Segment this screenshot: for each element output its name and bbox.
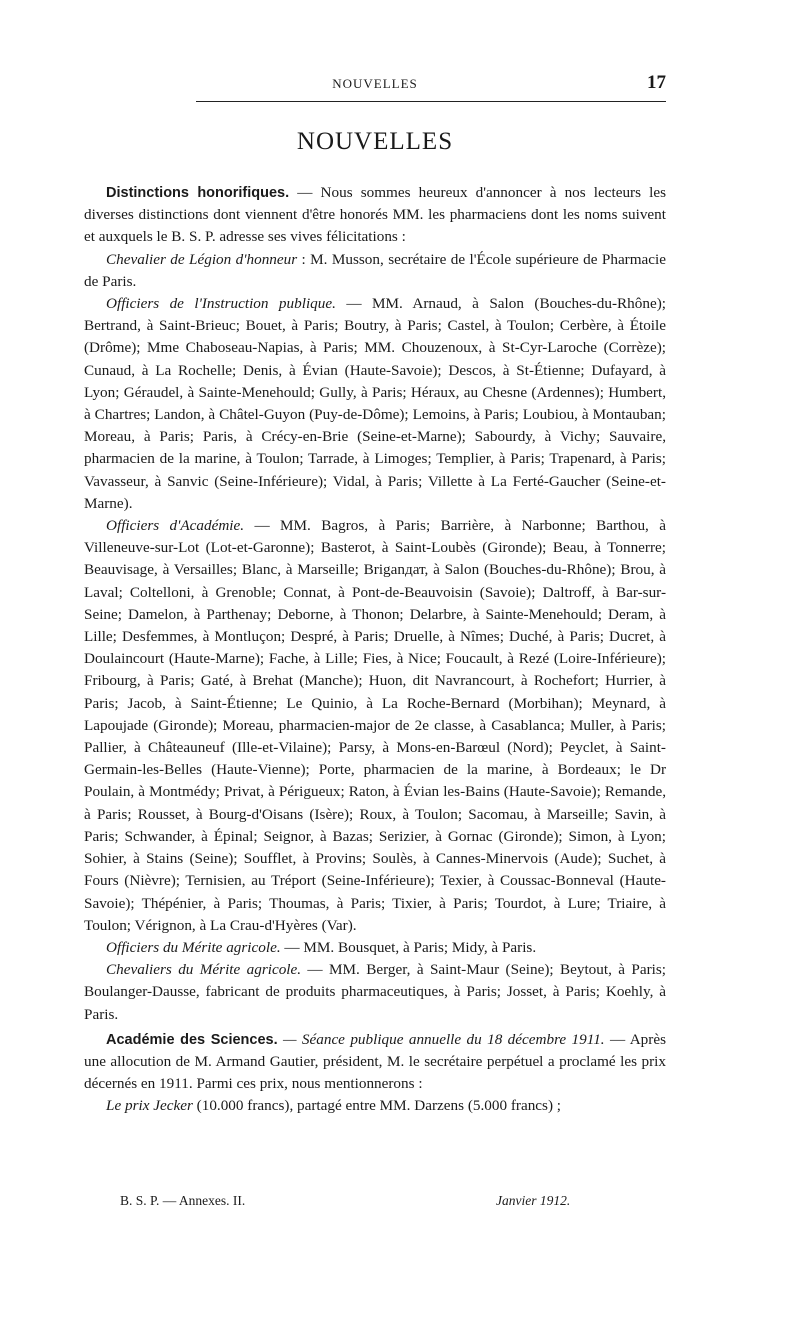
paragraph-prix-jecker bbox=[84, 1095, 666, 1117]
instruction-text: — MM. Arnaud, à Salon (Bouches-du-Rhône); Bertrand, à Saint-Brieuc; Bouet, à Paris; Boutry, à Paris; Castel, à Toulon; Cerbère, à Étoile (Drôme); Mme Chaboseau-Napias, à Paris; MM. Chouzenoux, à St-Cyr-Laroche (Corrèze); Cunaud, à La Rochelle; Denis, à Évian (Haute-Savoie); Descos, à St-Étienne; Dufayard, à Lyon; Géraudel, à Sainte-Menehould; Gully, à Paris; Héraux, au Chesne (Ardennes); Humbert, à Chartres; Landon, à Châtel-Guyon (Puy-de-Dôme); Lemoins, à Paris; Loubiou, à Montauban; Moreau, à Paris; Paris, à Crécy-en-Brie (Seine-et-Marne); Sabourdy, à Vichy; Sauvaire, pharmacien de la marine, à Toulon; Tarrade, à Limoges; Templier, à Paris; Trapenard, à Paris; Vavasseur, à Sanvic (Seine-Inférieure); Vidal, à Paris; Villette à La Ferté-Gaucher (Seine-et-Marne). bbox=[84, 295, 666, 512]
header-rule bbox=[196, 101, 666, 102]
merite-officiers-label: Officiers du Mérite agricole. bbox=[106, 938, 281, 956]
prize-label: Le prix Jecker bbox=[106, 1097, 193, 1115]
seance-subtitle: — Séance publique annuelle du 18 décembre 1911. bbox=[277, 1030, 605, 1048]
instruction-label: Officiers de l'Instruction publique. bbox=[106, 295, 336, 313]
running-head bbox=[84, 72, 666, 96]
paragraph-merite-chevaliers bbox=[84, 959, 666, 1026]
chevalier-label: Chevalier de Légion d'honneur bbox=[106, 250, 298, 268]
merite-officiers-text: — MM. Bousquet, à Paris; Midy, à Paris. bbox=[280, 938, 537, 956]
prize-text: (10.000 francs), partagé entre MM. Darzens (5.000 francs) ; bbox=[192, 1097, 562, 1115]
academie-sciences-text: — Après une allocution de M. Armand Gautier, président, M. le secrétaire perpétuel a proclamé les prix décernés en 1911. Parmi ces prix, nous mentionnerons : bbox=[84, 1030, 666, 1093]
footer-right: Janvier 1912. bbox=[496, 1193, 571, 1208]
paragraph-instruction bbox=[84, 293, 666, 515]
footer-left: B. S. P. — Annexes. II. bbox=[120, 1193, 246, 1208]
article-body bbox=[84, 182, 666, 1118]
paragraph-academie bbox=[84, 515, 666, 937]
academie-text: — MM. Bagros, à Paris; Barrière, à Narbonne; Barthou, à Villeneuve-sur-Lot (Lot-et-Garonne); Basterot, à Saint-Loubès (Gironde); Beau, à Tonnerre; Beauvisage, à Versailles; Blanc, à Marseille; Briganдат, à Salon (Bouches-du-Rhône); Brou, à Laval; Coltelloni, à Grenoble; Connat, à Pont-de-Beauvoisin (Savoie); Daltroff, à Bar-sur-Seine; Damelon, à Parthenay; Deborne, à Thonon; Delarbre, à Sainte-Menehould; Deram, à Lille; Desfemmes, à Montluçon; Despré, à Paris; Druelle, à Nîmes; Duché, à Paris; Ducret, à Doulaincourt (Haute-Marne); Fache, à Lille; Fies, à Nice; Foucault, à Rezé (Loire-Inférieure); Fribourg, à Paris; Gaté, à Brehat (Manche); Huon, dit Navrancourt, à Rochefort; Hurrier, à Paris; Jacob, à Saint-Étienne; Le Quinio, à La Roche-Bernard (Morbihan); Meynard, à Lapoujade (Gironde); Moreau, pharmacien-major de 2e classe, à Casablanca; Muller, à Paris; Pallier, à Châteauneuf (Ille-et-Vilaine); Parsy, à Mons-en-Barœul (Nord); Peyclet, à Saint-Germain-les-Belles (Haute-Vienne); Porte, pharmacien de la marine, à Bordeaux; le Dr Poulain, à Montmédy; Privat, à Périgueux; Raton, à Évian les-Bains (Haute-Savoie); Remande, à Paris; Rousset, à Bourg-d'Oisans (Isère); Roux, à Toulon; Sacomau, à Marseille; Savin, à Paris; Schwander, à Épinal; Seignor, à Bazas; Serizier, à Gornac (Gironde); Simon, à Lyon; Sohier, à Stains (Seine); Soufflet, à Provins; Soulès, à Cannes-Minervois (Aude); Suchet, à Fours (Nièvre); Ternisien, au Tréport (Seine-Inférieure); Texier, à Coussac-Bonneval (Haute-Savoie); Thépénier, à Paris; Thoumas, à Paris; Tixier, à Paris; Tourdot, à Lure; Triaire, à Toulon; Vérignon, à La Crau-d'Hyères (Var). bbox=[84, 517, 666, 934]
paragraph-distinctions bbox=[84, 182, 666, 249]
distinctions-intro: — Nous sommes heureux d'annoncer à nos lecteurs les diverses distinctions dont viennent d'être honorés MM. les pharmaciens dont les noms suivent et auxquels le B. S. P. adresse ses vives félicitations : bbox=[84, 184, 666, 246]
page-title: NOUVELLES bbox=[296, 128, 454, 155]
academie-label: Officiers d'Académie. bbox=[106, 517, 245, 535]
running-title: NOUVELLES bbox=[332, 76, 418, 91]
paragraph-merite-officiers bbox=[84, 937, 666, 959]
page-number: 17 bbox=[647, 72, 666, 93]
merite-chevaliers-label: Chevaliers du Mérite agricole. bbox=[106, 961, 302, 979]
chevalier-text: : M. Musson, secrétaire de l'École supérieure de Pharmacie de Paris. bbox=[84, 250, 666, 290]
merite-chevaliers-text: — MM. Berger, à Saint-Maur (Seine); Beytout, à Paris; Boulanger-Dausse, fabricant de produits pharmaceutiques, à Paris; Josset, à Paris; Koehly, à Paris. bbox=[84, 961, 666, 1023]
paragraph-chevalier bbox=[84, 249, 666, 293]
section-heading-academie-sciences: Académie des Sciences. bbox=[106, 1031, 278, 1048]
section-heading-distinctions: Distinctions honorifiques. bbox=[106, 185, 290, 201]
paragraph-academie-sciences bbox=[84, 1029, 666, 1096]
